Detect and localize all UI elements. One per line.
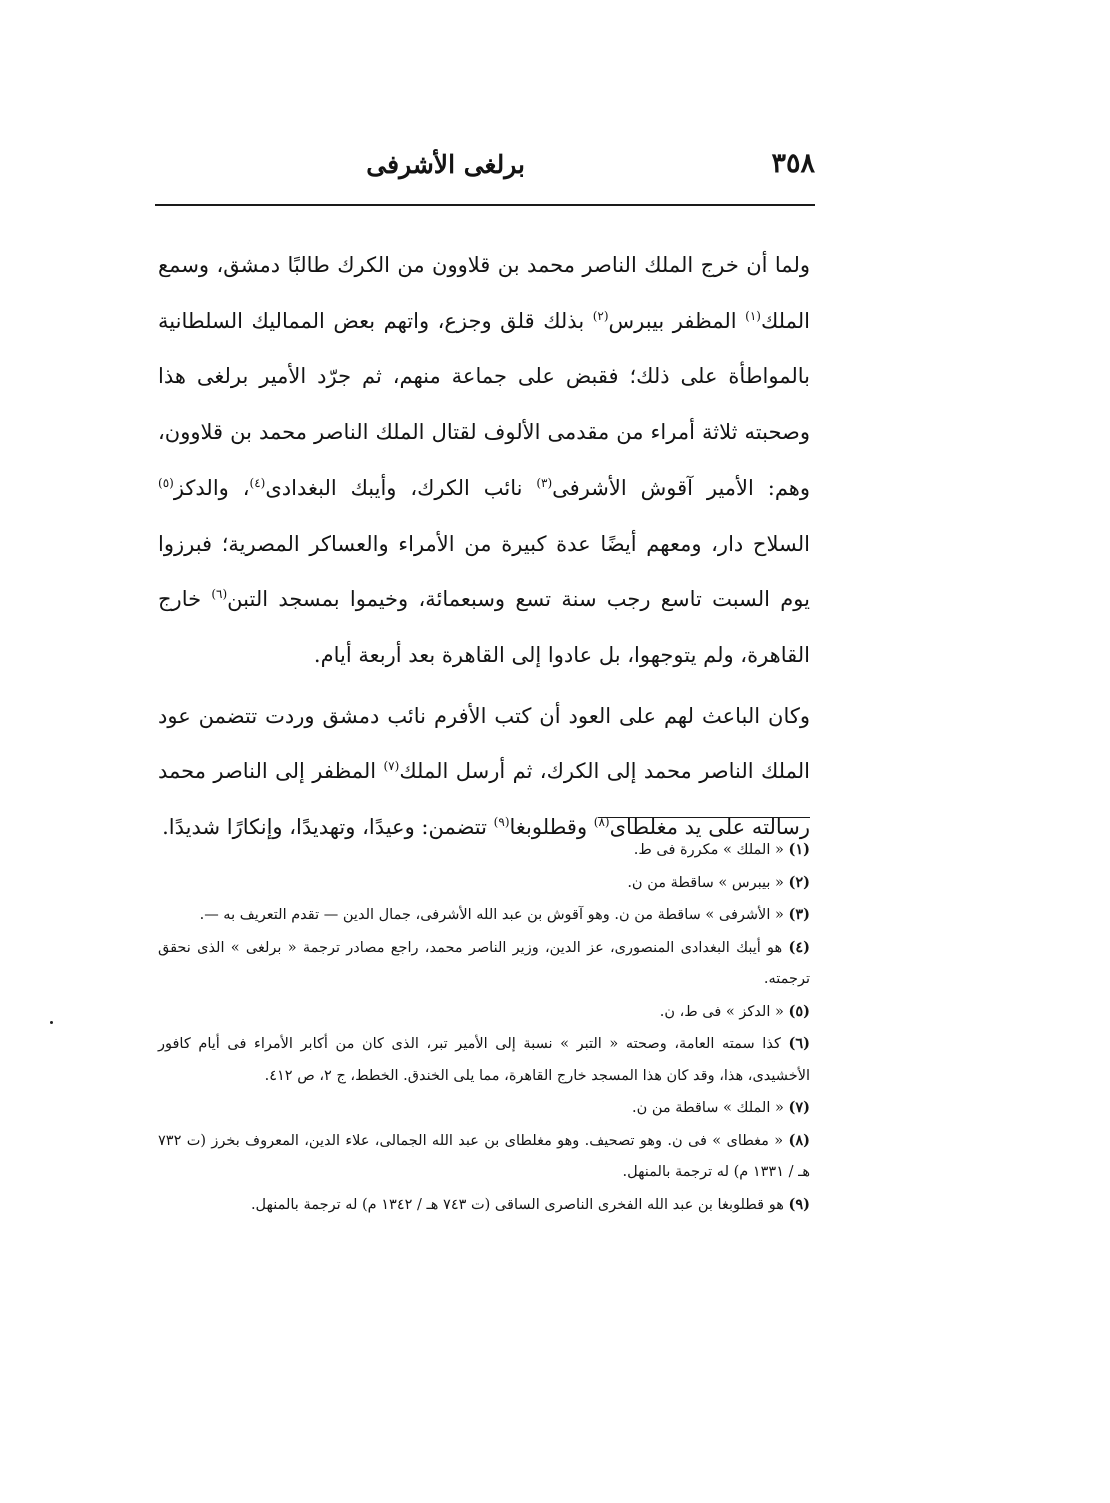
page-number: ٣٥٨ bbox=[771, 148, 815, 179]
footnote-text: هو أيبك البغدادى المنصورى، عز الدين، وزير الناصر محمد، راجع مصادر ترجمة « برلغى » الذى نحقق ترجمته. bbox=[158, 939, 810, 987]
footnote-ref-7: (٧) bbox=[383, 759, 400, 774]
footnote-6 bbox=[158, 1028, 810, 1092]
paragraph-1 bbox=[158, 238, 810, 684]
footnote-text: « الملك » ساقطة من ن. bbox=[631, 1100, 784, 1116]
text-segment: السلاح دار، ومعهم أيضًا عدة كبيرة من الأمراء والعساكر المصرية؛ فبرزوا يوم السبت تاسع رجب سنة تسع وسبعمائة، وخيموا بمسجد التبن bbox=[158, 531, 810, 612]
footnote-text: « مغطاى » فى ن. وهو تصحيف. وهو مغلطاى بن عبد الله الجمالى، علاء الدين، المعروف بخرز (ت ٧٣٢ هـ / ١٣٣١ م) له ترجمة بالمنهل. bbox=[158, 1132, 810, 1180]
text-segment: تتضمن: وعيدًا، وتهديدًا، وإنكارًا شديدًا. bbox=[162, 815, 494, 840]
text-segment: ، والدكز bbox=[173, 475, 250, 500]
footnote-9 bbox=[158, 1189, 810, 1222]
footnote-ref-5: (٥) bbox=[158, 475, 174, 490]
footnote-1 bbox=[158, 834, 810, 867]
main-text bbox=[158, 238, 810, 856]
footnote-text: هو قطلوبغا بن عبد الله الفخرى الناصرى الساقى (ت ٧٤٣ هـ / ١٣٤٢ م) له ترجمة بالمنهل. bbox=[250, 1196, 784, 1213]
footnotes bbox=[158, 834, 810, 1221]
footnote-ref-9: (٩) bbox=[493, 815, 510, 830]
footnote-text: « بيبرس » ساقطة من ن. bbox=[627, 874, 784, 891]
footnote-number: (٩) bbox=[788, 1195, 810, 1213]
footnote-text: « الدكز » فى ط، ن. bbox=[659, 1003, 784, 1020]
footnote-5 bbox=[158, 996, 810, 1029]
footnote-2 bbox=[158, 867, 810, 900]
footnote-number: (٢) bbox=[788, 873, 810, 891]
footnote-number: (٧) bbox=[788, 1099, 810, 1116]
footnote-number: (٤) bbox=[788, 938, 811, 956]
footnote-separator bbox=[598, 817, 810, 818]
footnote-7 bbox=[158, 1092, 810, 1125]
header-rule bbox=[155, 204, 815, 206]
footnote-text: كذا سمته العامة، وصحته « التبر » نسبة إلى الأمير تبر، الذى كان من أكابر الأمراء فى أيام كافور الأخشيدى، هذا، وقد كان هذا المسجد خارج القاهرة، مما يلى الخندق. الخطط، ج ٢، ص ٤١٢. bbox=[158, 1036, 810, 1084]
text-segment: وقطلوبغا bbox=[509, 815, 594, 840]
page-header bbox=[155, 148, 815, 188]
footnote-ref-4: (٤) bbox=[249, 475, 266, 490]
scan-speck bbox=[50, 1021, 53, 1024]
footnote-number: (٦) bbox=[788, 1035, 811, 1052]
footnote-number: (٣) bbox=[788, 906, 810, 923]
text-segment: ولما أن خرج الملك الناصر محمد بن قلاوون من الكرك طالبًا دمشق، وسمع الملك bbox=[158, 253, 810, 333]
text-segment: المظفر بيبرس bbox=[608, 308, 746, 333]
footnote-ref-3: (٣) bbox=[536, 475, 553, 490]
footnote-ref-2: (٢) bbox=[592, 308, 609, 323]
footnote-text: « الملك » مكررة فى ط. bbox=[633, 842, 784, 858]
footnote-4 bbox=[158, 932, 810, 996]
running-title: برلغى الأشرفى bbox=[366, 150, 525, 179]
footnote-ref-8: (٨) bbox=[593, 815, 610, 830]
text-segment: المظفر إلى الناصر محمد رسالته على يد مغلطاى bbox=[158, 759, 810, 840]
footnote-number: (٥) bbox=[788, 1002, 810, 1020]
text-segment: وكان الباعث لهم على العود أن كتب الأفرم نائب دمشق وردت تتضمن عود الملك الناصر محمد إلى الكرك، ثم أرسل الملك bbox=[158, 703, 810, 784]
text-segment: نائب الكرك، وأيبك البغدادى bbox=[265, 475, 537, 500]
footnote-text: « الأشرفى » ساقطة من ن. وهو آقوش بن عبد الله الأشرفى، جمال الدين — تقدم التعريف به —. bbox=[199, 907, 784, 923]
footnote-8 bbox=[158, 1125, 810, 1189]
paragraph-2 bbox=[158, 689, 810, 856]
text-segment: خارج القاهرة، ولم يتوجهوا، بل عادوا إلى القاهرة بعد أربعة أيام. bbox=[158, 587, 810, 667]
footnote-ref-1: (١) bbox=[745, 308, 761, 323]
footnote-number: (٨) bbox=[788, 1131, 810, 1149]
footnote-3 bbox=[158, 899, 810, 932]
footnote-number: (١) bbox=[788, 841, 810, 858]
footnote-ref-6: (٦) bbox=[211, 587, 228, 602]
text-segment: بذلك قلق وجزع، واتهم بعض المماليك السلطانية بالمواطأة على ذلك؛ فقبض على جماعة منهم، ثم جرّد الأمير برلغى هذا وصحبته ثلاثة أمراء من مقدمى الألوف لقتال الملك الناصر محمد بن قلاوون، وهم: الأمير آقوش الأشرفى bbox=[158, 308, 811, 500]
